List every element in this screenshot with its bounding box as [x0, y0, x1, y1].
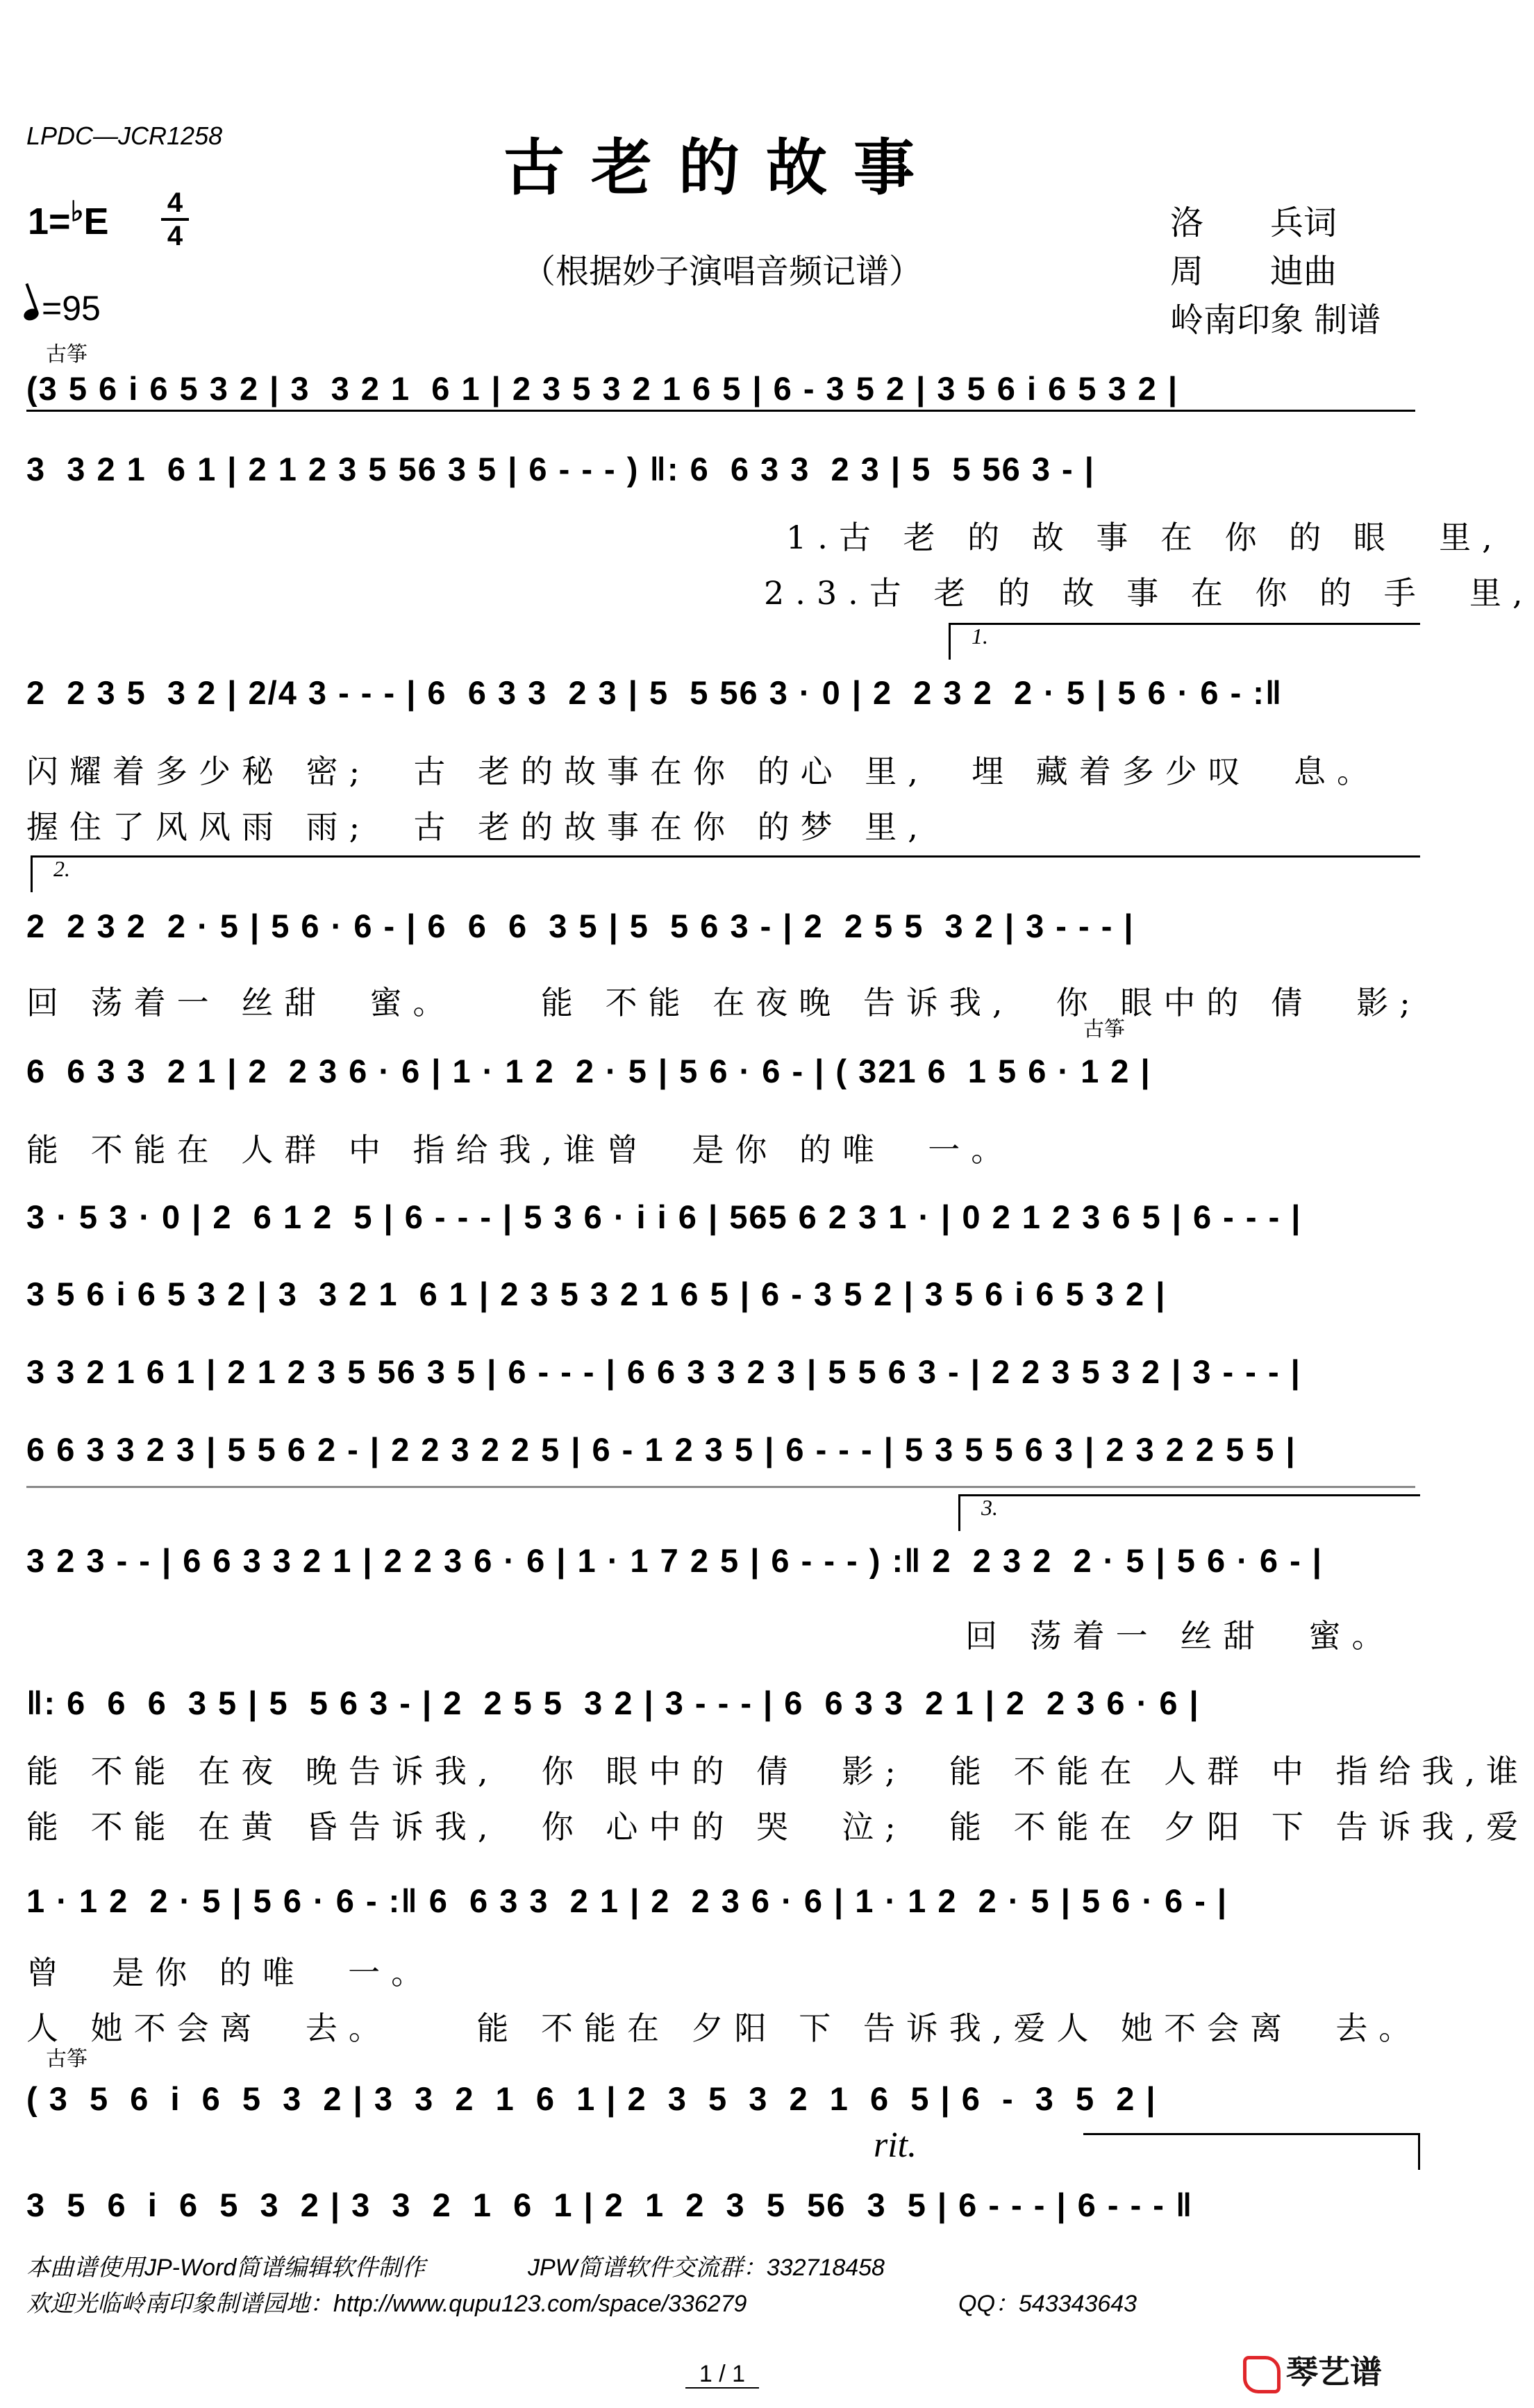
- ritardando-mark: rit.: [874, 2125, 917, 2165]
- song-subtitle: （根据妙子演唱音频记谱）: [522, 252, 922, 291]
- music-line: 3 3 2 1 6 1 | 2 1 2 3 5 56 3 5 | 6 - - - | 6 6 3 3 2 3 | 5 5 6 3 - | 2 2 3 5 3 2 | 3 - - - |: [26, 1353, 1301, 1390]
- lyric-line: 能 不能在 人群 中 指给我,谁曾 是你 的唯 一。: [26, 1131, 1015, 1169]
- music-line: 3 · 5 3 · 0 | 2 6 1 2 5 | 6 - - - | 5 3 6 · i i 6 | 565 6 2 3 1 · | 0 2 1 2 3 6 5 | 6 - - - |: [26, 1198, 1302, 1235]
- lyric-line: 握住了风风雨 雨; 古 老的故事在你 的梦 里,: [26, 808, 929, 846]
- music-line: 3 3 2 1 6 1 | 2 1 2 3 5 56 3 5 | 6 - - - ) ‖: 6 6 3 3 2 3 | 5 5 56 3 - |: [26, 451, 1095, 487]
- music-line: 2 2 3 5 3 2 | 2/4 3 - - - | 6 6 3 3 2 3 | 5 5 56 3 · 0 | 2 2 3 2 2 · 5 | 5 6 · 6 - :‖: [26, 674, 1283, 711]
- song-title: 古老的故事: [503, 131, 941, 203]
- page-number-text: 1 / 1: [685, 2361, 759, 2389]
- page-number: [0, 2361, 1444, 2388]
- tempo-value: =95: [42, 289, 101, 328]
- composer-credit: 周 迪曲: [1170, 252, 1337, 291]
- music-line: ( 3 5 6 i 6 5 3 2 | 3 3 2 1 6 1 | 2 3 5 3 2 1 6 5 | 6 - 3 5 2 |: [26, 2080, 1157, 2117]
- music-line: 3 5 6 i 6 5 3 2 | 3 3 2 1 6 1 | 2 3 5 3 2 1 6 5 | 6 - 3 5 2 | 3 5 6 i 6 5 3 2 |: [26, 1276, 1167, 1312]
- music-line: 1 · 1 2 2 · 5 | 5 6 · 6 - :‖ 6 6 3 3 2 1 | 2 2 3 6 · 6 | 1 · 1 2 2 · 5 | 5 6 · 6 - |: [26, 1882, 1228, 1919]
- lyric-line: 回 荡着一 丝甜 蜜。: [965, 1617, 1395, 1655]
- system-divider: [26, 1486, 1415, 1488]
- music-line: 3 2 3 - - | 6 6 3 3 2 1 | 2 2 3 6 · 6 | 1 · 1 7 2 5 | 6 - - - ) :‖ 2 2 3 2 2 · 5 | 5 6 · 6 - |: [26, 1542, 1323, 1579]
- rit-bracket: [1083, 2133, 1420, 2170]
- group-note: JPW简谱软件交流群：332718458: [528, 2255, 885, 2281]
- qq-note: QQ：543343643: [958, 2291, 1137, 2317]
- flat-sign: ♭: [70, 197, 84, 227]
- music-line: 3 5 6 i 6 5 3 2 | 3 3 2 1 6 1 | 2 1 2 3 5 56 3 5 | 6 - - - | 6 - - - ‖: [26, 2187, 1194, 2223]
- software-note: 本曲谱使用JP-Word简谱编辑软件制作: [26, 2255, 426, 2281]
- volta-label: 1.: [972, 624, 988, 649]
- key-note: E: [83, 201, 109, 242]
- guzheng-label: 古筝: [46, 2047, 87, 2071]
- lyric-line: 人 她不会离 去。 能 不能在 夕阳 下 告诉我,爱人 她不会离 去。: [26, 2009, 1422, 2047]
- key-signature: [28, 196, 108, 243]
- music-line: 2 2 3 2 2 · 5 | 5 6 · 6 - | 6 6 6 3 5 | 5 5 6 3 - | 2 2 5 5 3 2 | 3 - - - |: [26, 908, 1135, 944]
- brand-logo: [1243, 2347, 1382, 2393]
- music-line: 6 6 3 3 2 1 | 2 2 3 6 · 6 | 1 · 1 2 2 · 5 | 5 6 · 6 - | ( 321 6 1 5 6 · 1 2 |: [26, 1053, 1151, 1089]
- volta-bracket-3: [958, 1494, 1420, 1531]
- music-line: ‖: 6 6 6 3 5 | 5 5 6 3 - | 2 2 5 5 3 2 | 3 - - - | 6 6 3 3 2 1 | 2 2 3 6 · 6 |: [26, 1684, 1200, 1721]
- time-bottom: 4: [167, 221, 183, 251]
- music-line: 6 6 3 3 2 3 | 5 5 6 2 - | 2 2 3 2 2 5 | 6 - 1 2 3 5 | 6 - - - | 5 3 5 5 6 3 | 2 3 2 2 5 5 |: [26, 1431, 1297, 1468]
- volta-label: 3.: [981, 1495, 998, 1520]
- guzheng-label: 古筝: [1083, 1017, 1125, 1042]
- tempo-marking: [24, 288, 101, 328]
- score-code: LPDC—JCR1258: [26, 122, 223, 150]
- time-signature: [161, 189, 189, 250]
- lyricist-credit: 洛 兵词: [1170, 203, 1337, 242]
- arranger-credit: 岭南印象 制谱: [1170, 301, 1381, 340]
- lyric-line: 曾 是你 的唯 一。: [26, 1954, 435, 1991]
- time-top: 4: [167, 187, 183, 218]
- guzheng-label: 古筝: [46, 342, 87, 367]
- lyric-line: 回 荡着一 丝甜 蜜。 能 不能 在夜晚 告诉我, 你 眼中的 倩 影;: [26, 984, 1422, 1021]
- lyric-line: 能 不能 在黄 昏告诉我, 你 心中的 哭 泣; 能 不能在 夕阳 下 告诉我,爱: [26, 1808, 1530, 1846]
- duration-underline: [26, 410, 1415, 412]
- lyric-line: 2.3.古 老 的 故 事 在 你 的 手 里,: [764, 574, 1534, 612]
- brand-name: 琴艺谱: [1286, 2353, 1382, 2391]
- music-line: (3 5 6 i 6 5 3 2 | 3 3 2 1 6 1 | 2 3 5 3 2 1 6 5 | 6 - 3 5 2 | 3 5 6 i 6 5 3 2 |: [26, 370, 1179, 407]
- volta-bracket-1: [949, 623, 1420, 660]
- lyric-line: 能 不能 在夜 晚告诉我, 你 眼中的 倩 影; 能 不能在 人群 中 指给我,谁: [26, 1753, 1530, 1790]
- volta-bracket-2: [31, 855, 1420, 892]
- key-prefix: 1=: [28, 201, 71, 242]
- website-note: 欢迎光临岭南印象制谱园地：http://www.qupu123.com/space/336279: [26, 2291, 747, 2317]
- lyric-line: 闪耀着多少秘 密; 古 老的故事在你 的心 里, 埋 藏着多少叹 息。: [26, 753, 1380, 790]
- lyric-line: 1.古 老 的 故 事 在 你 的 眼 里,: [786, 519, 1503, 556]
- quarter-note-icon: [22, 307, 40, 323]
- volta-label: 2.: [53, 856, 70, 881]
- brand-icon: [1243, 2356, 1281, 2393]
